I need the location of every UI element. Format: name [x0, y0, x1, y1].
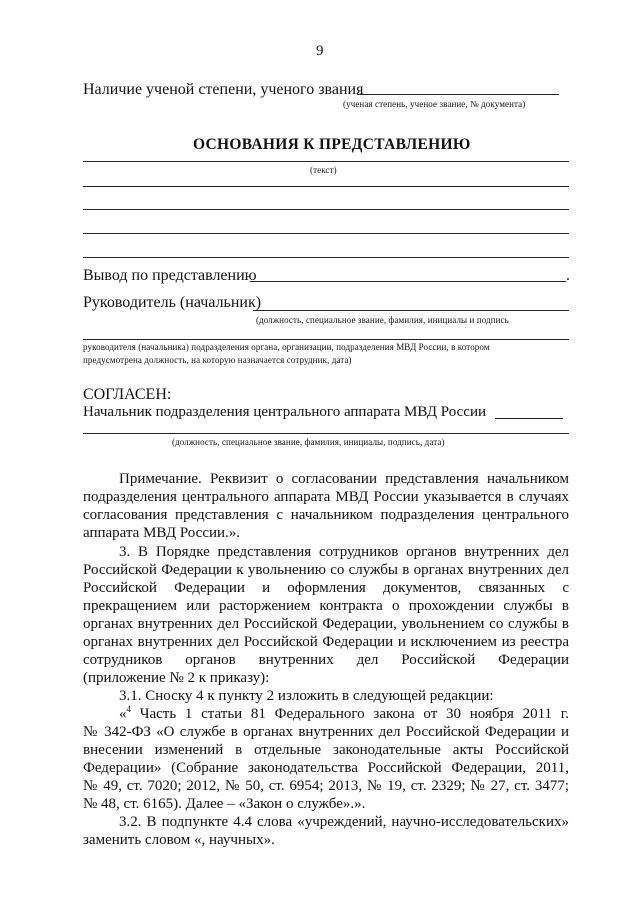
head-caption-2b: предусмотрена должность, на которую назначается сотрудник, дата)	[83, 355, 352, 365]
text-line: № 49, ст. 7020; 2012, № 50, ст. 6954; 2013, № 19, ст. 2329; № 27, ст. 3477;	[83, 778, 569, 794]
grounds-line-4	[83, 233, 569, 234]
head-caption: (должность, специальное звание, фамилия, инициалы и подпись	[256, 315, 509, 325]
note-paragraph	[83, 470, 569, 542]
text-line: прекращением или расторжением контракта о прохождении службы в	[83, 598, 569, 614]
conclusion-underline	[250, 281, 566, 282]
text-line: сотрудников органов внутренних дел Российской Федерации	[83, 652, 569, 668]
agreed-heading: СОГЛАСЕН:	[83, 386, 172, 403]
footnote-marker: 4	[126, 705, 131, 714]
grounds-line-1	[83, 161, 569, 162]
conclusion-end: .	[566, 267, 570, 284]
text-line	[83, 705, 569, 723]
agreed-caption: (должность, специальное звание, фамилия, инициалы, подпись, дата)	[172, 437, 445, 447]
degree-underline	[357, 94, 559, 95]
quote-text: Часть 1 статьи 81 Федерального закона от 30 ноября 2011 г.	[131, 706, 569, 722]
head-underline	[253, 310, 569, 311]
agreed-line-2	[83, 433, 569, 434]
text-line: Примечание. Реквизит о согласовании представления начальником	[119, 471, 569, 487]
head-label: Руководитель (начальник)	[83, 294, 262, 311]
conclusion-label: Вывод по представлению	[83, 267, 257, 284]
agreed-label: Начальник подразделения центрального аппарата МВД России	[83, 404, 486, 420]
grounds-line-3	[83, 209, 569, 210]
text-line: органах внутренних дел Российской Федерации, увольнением со службы в	[83, 616, 569, 632]
text-line: Российской Федерации и оформления документов, связанных с	[83, 580, 569, 596]
text-line: 3. В Порядке представления сотрудников органов внутренних дел	[119, 544, 569, 560]
text-line: Российской Федерации к увольнению со службы в органах внутренних дел	[83, 562, 569, 578]
text-line: № 342-ФЗ «О службе в органах внутренних дел Российской Федерации и	[83, 724, 569, 740]
text-line: (приложение № 2 к приказу):	[83, 670, 270, 686]
text-line: согласования представления с начальником подразделения центрального	[83, 507, 569, 523]
head-line-2	[83, 339, 569, 340]
degree-label: Наличие ученой степени, ученого звания	[83, 81, 364, 98]
item-3-paragraph	[83, 543, 569, 687]
quote-open: «	[119, 706, 127, 722]
text-line: 3.2. В подпункте 4.4 слова «учреждений, научно-исследовательских»	[119, 814, 569, 830]
text-line: внесении изменений в отдельные законодательные акты Российской	[83, 742, 569, 758]
item-3-1-paragraph	[83, 687, 569, 813]
grounds-line-5	[83, 257, 569, 258]
agreed-underline	[495, 418, 563, 419]
grounds-line-2	[83, 186, 569, 187]
text-line: 3.1. Сноску 4 к пункту 2 изложить в следующей редакции:	[119, 688, 494, 704]
text-line: аппарата МВД России.».	[83, 525, 241, 541]
degree-caption: (ученая степень, ученое звание, № документа)	[343, 99, 526, 109]
text-line: органах внутренних дел Российской Федерации и исключением из реестра	[83, 634, 569, 650]
text-line: заменить словом «, научных».	[83, 832, 275, 848]
page-number: 9	[316, 43, 324, 59]
text-line: № 48, ст. 6165). Далее – «Закон о службе».».	[83, 796, 366, 812]
text-line: подразделения центрального аппарата МВД России указывается в случаях	[83, 489, 569, 505]
grounds-caption: (текст)	[310, 165, 337, 175]
head-caption-2a: руководителя (начальника) подразделения органа, организации, подразделения МВД России, в котором	[83, 342, 490, 352]
grounds-title: ОСНОВАНИЯ К ПРЕДСТАВЛЕНИЮ	[193, 136, 471, 153]
item-3-2-paragraph	[83, 813, 569, 849]
text-line: Федерации» (Собрание законодательства Российской Федерации, 2011,	[83, 760, 569, 776]
